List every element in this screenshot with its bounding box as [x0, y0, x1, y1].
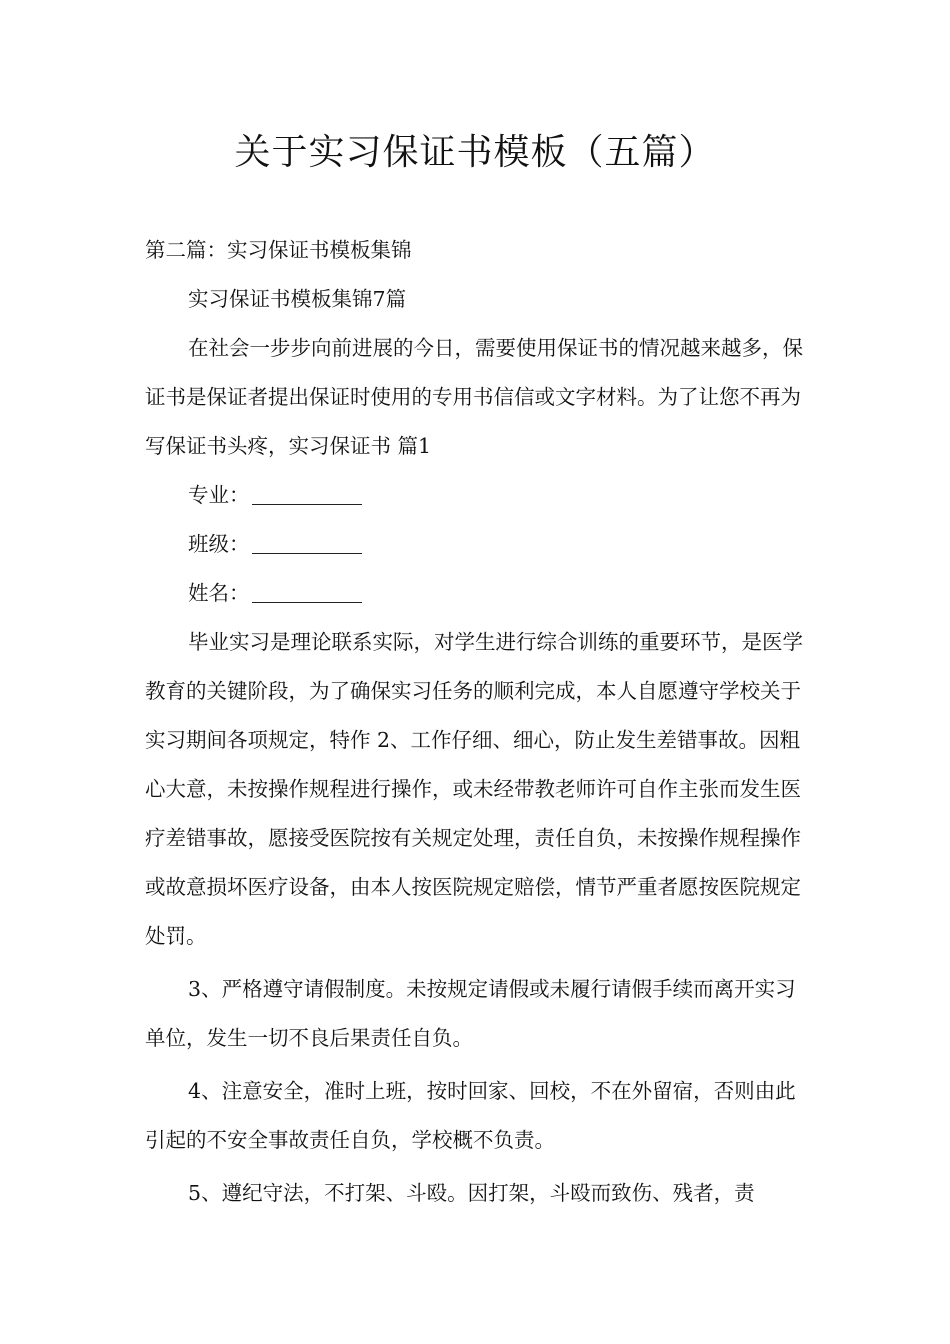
field-label: 专业：	[188, 483, 250, 507]
paragraph: 毕业实习是理论联系实际，对学生进行综合训练的重要环节，是医学教育的关键阶段，为了确保实习任务的顺利完成，本人自愿遵守学校关于实习期间各项规定，特作 2、工作仔细、细心，防止发生差错事故。因粗心大意，未按操作规程进行操作，或未经带教老师许可自作主张而发生医疗差错事故，愿接受医院按有关规定处理，责任自负，未按操作规程操作或故意损坏医疗设备，由本人按医院规定赔偿，情节严重者愿按医院规定处罚。	[145, 630, 804, 948]
field-name	[145, 569, 810, 618]
subtitle: 实习保证书模板集锦7篇	[188, 287, 407, 311]
blank-line	[252, 601, 362, 603]
blank-line	[252, 552, 362, 554]
intro-paragraph: 在社会一步步向前进展的今日，需要使用保证书的情况越来越多，保证书是保证者提出保证时使用的专用书信信或文字材料。为了让您不再为写保证书头疼，实习保证书 篇1	[145, 336, 804, 458]
field-label: 班级：	[188, 532, 250, 556]
field-label: 姓名：	[188, 581, 250, 605]
field-class	[145, 520, 810, 569]
document-title: 关于实习保证书模板（五篇）	[234, 132, 716, 173]
blank-line	[252, 503, 362, 505]
paragraph: 5、遵纪守法，不打架、斗殴。因打架，斗殴而致伤、残者，责	[188, 1181, 755, 1205]
paragraph: 4、注意安全，准时上班，按时回家、回校，不在外留宿，否则由此引起的不安全事故责任自负，学校概不负责。	[145, 1079, 796, 1152]
paragraph: 3、严格遵守请假制度。未按规定请假或未履行请假手续而离开实习单位，发生一切不良后果责任自负。	[145, 977, 796, 1050]
field-major	[145, 471, 810, 520]
document-body	[145, 226, 810, 1218]
section-heading: 第二篇：实习保证书模板集锦	[145, 238, 412, 262]
